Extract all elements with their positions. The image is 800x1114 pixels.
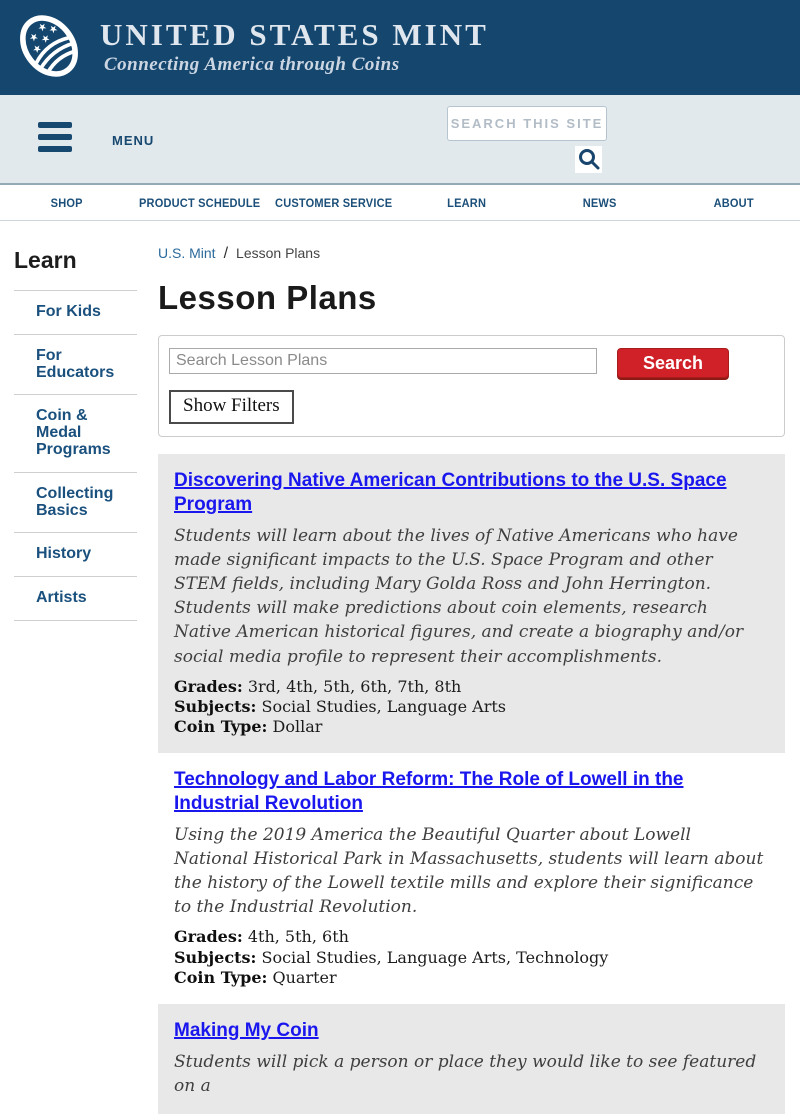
lesson-search-button[interactable]: Search <box>617 348 729 378</box>
sidebar-item-history[interactable]: History <box>36 545 92 563</box>
primary-nav <box>0 185 800 221</box>
us-mint-logo[interactable] <box>12 9 86 83</box>
lesson-search-input[interactable] <box>169 348 597 374</box>
hamburger-menu-icon[interactable] <box>38 122 72 152</box>
lesson-title-link[interactable]: Technology and Labor Reform: The Role of Lowell in the Industrial Revolution <box>174 769 684 815</box>
lesson-title-link[interactable]: Making My Coin <box>174 1019 319 1041</box>
sidebar-item-collecting-basics[interactable]: Collecting Basics <box>36 484 114 519</box>
site-search-button[interactable] <box>575 146 602 173</box>
show-filters-button[interactable]: Show Filters <box>169 390 294 424</box>
site-title: UNITED STATES MINT <box>100 16 489 52</box>
nav-item-product-schedule[interactable]: PRODUCT SCHEDULE <box>139 195 261 210</box>
lesson-title-link[interactable]: Discovering Native American Contributions to the U.S. Space Program <box>174 470 727 515</box>
nav-item-shop[interactable]: SHOP <box>50 195 83 210</box>
page-title: Lesson Plans <box>158 279 377 316</box>
sidebar-item-for-kids[interactable]: For Kids <box>36 303 101 320</box>
lesson-coin-type: Coin Type: Quarter <box>174 967 337 987</box>
breadcrumb <box>158 245 785 263</box>
lesson-coin-type: Coin Type: Dollar <box>174 716 323 736</box>
lesson-subjects: Subjects: Social Studies, Language Arts, Technology <box>174 947 609 967</box>
site-search-input[interactable] <box>447 106 607 141</box>
lesson-description: Students will learn about the lives of Native Americans who have made significant impacts to the U.S. Space Program and other STEM fields, including Mary Golda Ross and John Herrington. Students will make predictions about coin elements, research Native American historical figures, and create a biography and/or social media profile to represent their accomplishments. <box>174 525 744 667</box>
menu-strip <box>0 95 800 185</box>
lesson-grades: Grades: 4th, 5th, 6th <box>174 927 349 947</box>
content-area <box>0 221 800 1114</box>
lesson-meta <box>174 927 767 987</box>
main-column <box>158 221 785 1114</box>
sidebar-list <box>14 290 137 621</box>
breadcrumb-home-link[interactable]: U.S. Mint <box>158 245 216 261</box>
breadcrumb-current: Lesson Plans <box>236 245 321 261</box>
svg-text:★: ★ <box>30 41 45 57</box>
nav-item-customer-service[interactable]: CUSTOMER SERVICE <box>274 195 392 210</box>
lesson-list <box>158 454 785 1114</box>
breadcrumb-separator: / <box>223 245 229 262</box>
lesson-card <box>158 753 785 1004</box>
magnifier-icon <box>577 147 601 171</box>
svg-text:★: ★ <box>39 31 53 46</box>
sidebar-item-for-educators[interactable]: For Educators <box>36 346 115 381</box>
lesson-grades: Grades: 3rd, 4th, 5th, 6th, 7th, 8th <box>174 676 462 696</box>
site-header <box>0 0 800 95</box>
sidebar-item-artists[interactable]: Artists <box>36 589 87 607</box>
nav-item-news[interactable]: NEWS <box>583 195 617 210</box>
site-tagline: Connecting America through Coins <box>104 54 400 76</box>
sidebar <box>0 221 150 621</box>
lesson-subjects: Subjects: Social Studies, Language Arts <box>174 696 506 716</box>
nav-item-about[interactable]: ABOUT <box>713 195 754 210</box>
lesson-description: Using the 2019 America the Beautiful Quarter about Lowell National Historical Park in Massachusetts, students will learn about the history of the Lowell textile mills and explore their significance to the Industrial Revolution. <box>174 824 764 918</box>
menu-label[interactable]: MENU <box>112 133 155 148</box>
svg-text:★: ★ <box>35 20 50 35</box>
mint-coin-icon <box>12 9 86 83</box>
nav-item-learn[interactable]: LEARN <box>447 195 487 210</box>
sidebar-heading: Learn <box>14 247 77 273</box>
svg-text:★: ★ <box>27 30 42 45</box>
svg-text:★: ★ <box>46 22 61 37</box>
brand-block <box>100 16 489 77</box>
lesson-description: Students will pick a person or place they would like to see featured on a <box>174 1051 757 1096</box>
lesson-search-panel <box>158 335 785 437</box>
lesson-card <box>158 454 785 753</box>
lesson-card <box>158 1004 785 1114</box>
lesson-meta <box>174 677 767 737</box>
sidebar-item-coin-medal-programs[interactable]: Coin & Medal Programs <box>36 407 111 458</box>
